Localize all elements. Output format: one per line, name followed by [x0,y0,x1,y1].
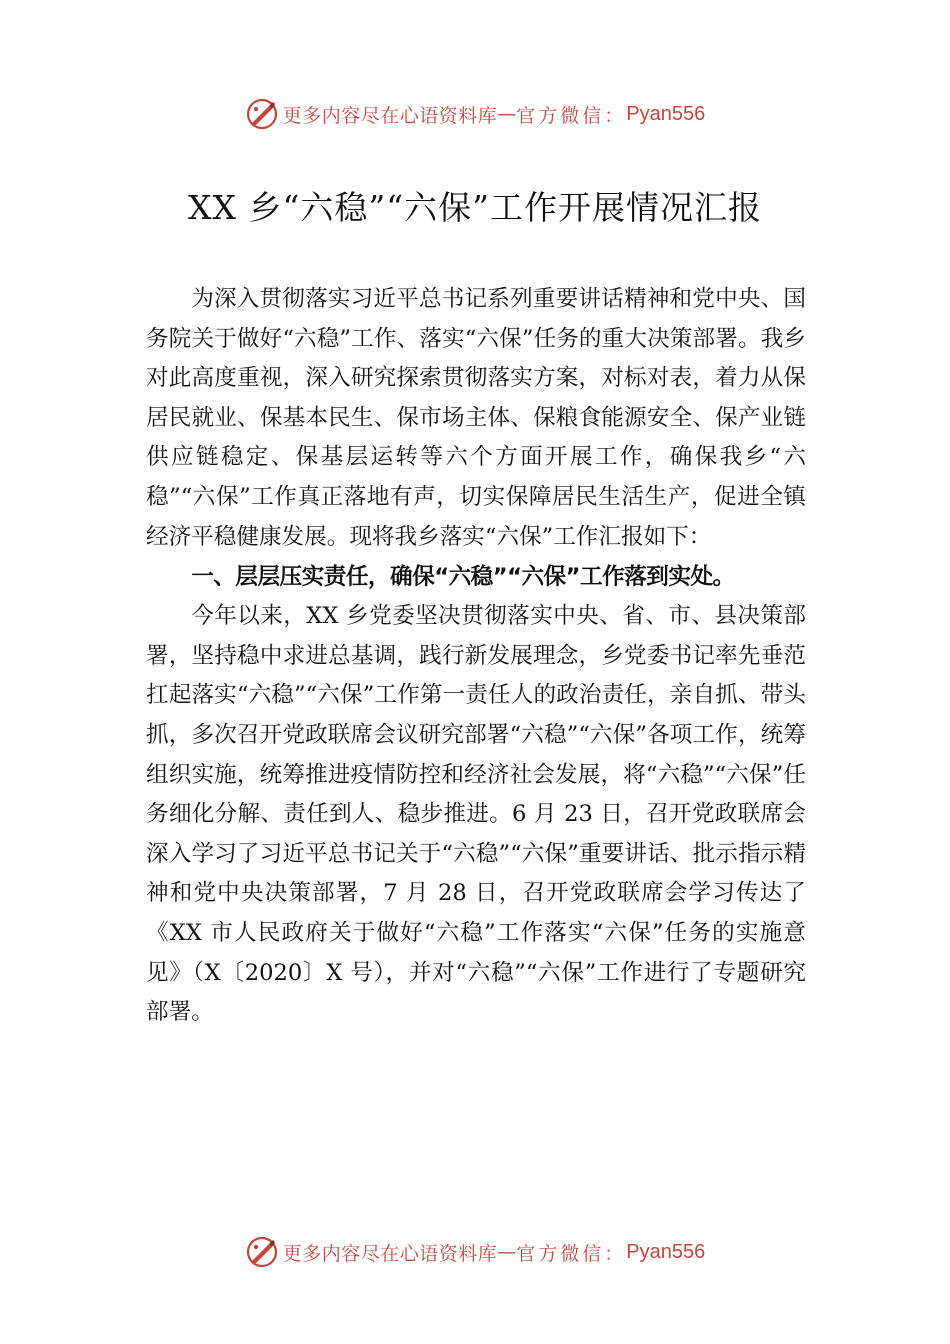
wechat-id: Pyan556 [626,102,706,125]
footer-banner [0,1230,950,1274]
section-paragraph: 今年以来，XX 乡党委坚决贯彻落实中央、省、市、县决策部署，坚持稳中求进总基调，践行新发展理念，乡党委书记率先垂范扛起落实“六稳”“六保”工作第一责任人的政治责任，亲自抓、带头抓，多次召开党政联席会议研究部署“六稳”“六保”各项工作，统筹组织实施，统筹推进疫情防控和经济社会发展，将“六稳”“六保”任务细化分解、责任到人、稳步推进。6 月 23 日，召开党政联席会深入学习了习近平总书记关于“六稳”“六保”重要讲话、批示指示精神和党中央决策部署，7 月 28 日，召开党政联席会学习传达了《XX 市人民政府关于做好“六稳”工作落实“六保”任务的实施意见》（X〔2020〕X 号），并对“六稳”“六保”工作进行了专题研究部署。 [146,603,806,1026]
pen-logo-icon [245,1235,279,1269]
intro-paragraph: 为深入贯彻落实习近平总书记系列重要讲话精神和党中央、国务院关于做好“六稳”工作、落实“六保”任务的重大决策部署。我乡对此高度重视，深入研究探索贯彻落实方案，对标对表，着力从保居民就业、保基本民生、保市场主体、保粮食能源安全、保产业链供应链稳定、保基层运转等六个方面开展工作，确保我乡“六稳”“六保”工作真正落地有声，切实保障居民生活生产，促进全镇经济平稳健康发展。现将我乡落实“六保”工作汇报如下： [146,286,806,550]
banner-label: 官方微信： [516,1242,627,1265]
wechat-id: Pyan556 [626,1240,706,1263]
document-body [146,280,806,1033]
section-heading: 一、层层压实责任，确保“六稳”“六保”工作落到实处。 [191,564,735,591]
banner-dash: — [497,1241,517,1263]
pen-logo-icon [245,97,279,131]
header-banner [0,92,950,136]
banner-label: 官方微信： [516,104,627,127]
banner-text: 更多内容尽在心语资料库 [282,104,498,127]
banner-dash: — [497,103,517,125]
document-title: XX 乡“六稳”“六保”工作开展情况汇报 [188,188,762,227]
banner-text: 更多内容尽在心语资料库 [282,1242,498,1265]
